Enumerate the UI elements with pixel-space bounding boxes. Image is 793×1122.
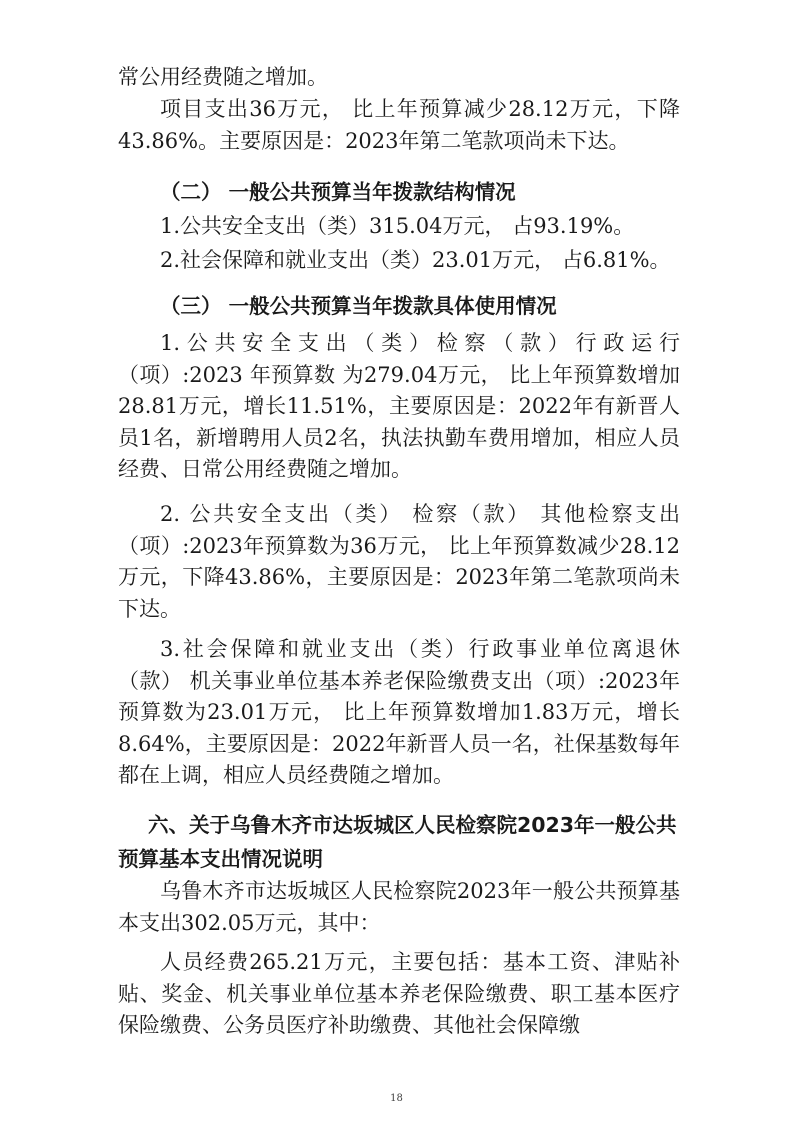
paragraph-admin-operation: 1.公共安全支出（类）检察（款）行政运行（项）:2023 年预算数 为279.04万元， 比上年预算数增加28.81万元，增长11.51%，主要原因是：2022年有新晋人员1名，新增聘用人员2名，执法执勤车费用增加，相应人员经费、日常公用经费随之增加。 bbox=[118, 331, 680, 481]
paragraph-pension-insurance: 3.社会保障和就业支出（类）行政事业单位离退休（款） 机关事业单位基本养老保险缴费支出（项）:2023年预算数为23.01万元， 比上年预算数增加1.83万元，增长8.64%，主要原因是：2022年新晋人员一名，社保基数每年都在上调，相应人员经费随之增加。 bbox=[118, 637, 680, 787]
heading-basic-expenditure: 六、关于乌鲁木齐市达坂城区人民检察院2023年一般公共预算基本支出情况说明 bbox=[118, 813, 677, 871]
paragraph-personnel-expenses: 人员经费265.21万元，主要包括：基本工资、津贴补贴、奖金、机关事业单位基本养老保险缴费、职工基本医疗保险缴费、公务员医疗补助缴费、其他社会保障缴 bbox=[118, 950, 680, 1037]
paragraph-continuation: 常公用经费随之增加。 bbox=[118, 65, 328, 89]
heading-allocation-structure: （二） 一般公共预算当年拨款结构情况 bbox=[160, 180, 516, 204]
paragraph-other-procuratorate: 2. 公共安全支出（类） 检察（款） 其他检察支出（项）:2023年预算数为36万元， 比上年预算数减少28.12万元，下降43.86%，主要原因是：2023年第二笔款项尚未下达。 bbox=[118, 502, 680, 621]
paragraph-public-security-share: 1.公共安全支出（类）315.04万元， 占93.19%。 bbox=[160, 214, 635, 238]
page-number: 18 bbox=[390, 1093, 403, 1104]
paragraph-social-security-share: 2.社会保障和就业支出（类）23.01万元， 占6.81%。 bbox=[160, 248, 671, 272]
paragraph-project-expenditure: 项目支出36万元， 比上年预算减少28.12万元，下降43.86%。主要原因是：2023年第二笔款项尚未下达。 bbox=[118, 97, 680, 153]
heading-allocation-usage: （三） 一般公共预算当年拨款具体使用情况 bbox=[160, 294, 557, 318]
paragraph-basic-expenditure-total: 乌鲁木齐市达坂城区人民检察院2023年一般公共预算基本支出302.05万元，其中： bbox=[118, 879, 680, 935]
